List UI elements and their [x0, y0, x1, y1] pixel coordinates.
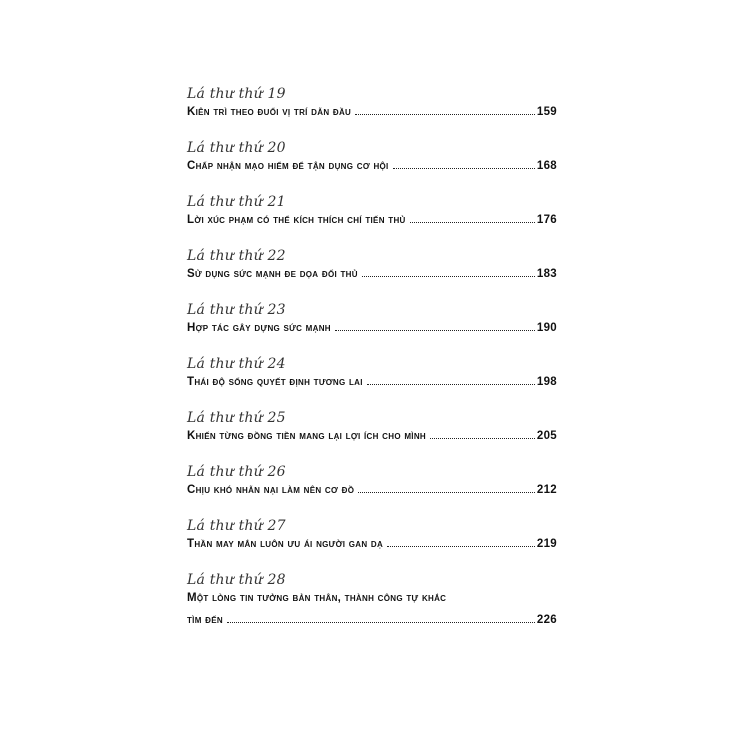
dot-leader [367, 384, 535, 385]
page-number: 226 [536, 614, 557, 626]
toc-line [187, 612, 557, 628]
dot-leader [387, 546, 535, 547]
chapter-title: Hợp tác gây dựng sức mạnh [187, 322, 331, 334]
letter-label: Lá thư thứ 21 [187, 194, 286, 210]
letter-label: Lá thư thứ 22 [187, 248, 286, 264]
chapter-title: Thái độ sống quyết định tương lai [187, 376, 363, 388]
table-of-contents [187, 84, 557, 646]
chapter-title: Sử dụng sức mạnh đe dọa đối thủ [187, 268, 358, 280]
page-number: 183 [536, 268, 557, 280]
chapter-title: Chấp nhận mạo hiểm để tận dụng cơ hội [187, 160, 389, 172]
chapter-title: Kiên trì theo đuổi vị trí dẫn đầu [187, 106, 352, 118]
toc-line [187, 536, 557, 552]
dot-leader [227, 622, 535, 623]
toc-entry-28 [187, 570, 557, 628]
page-number: 168 [536, 160, 557, 172]
toc-entry-27 [187, 516, 557, 552]
page-number: 219 [536, 538, 557, 550]
dot-leader [393, 168, 535, 169]
dot-leader [358, 492, 535, 493]
chapter-title-second-line: tìm đến [187, 614, 223, 626]
page-number: 198 [536, 376, 557, 388]
chapter-title: Chịu khó nhẫn nại làm nên cơ đồ [187, 484, 355, 496]
dot-leader [362, 276, 535, 277]
toc-entry-23 [187, 300, 557, 336]
toc-entry-20 [187, 138, 557, 174]
dot-leader [430, 438, 535, 439]
letter-label: Lá thư thứ 24 [187, 356, 286, 372]
toc-entry-25 [187, 408, 557, 444]
toc-entry-24 [187, 354, 557, 390]
dot-leader [355, 114, 535, 115]
toc-line [187, 158, 557, 174]
toc-line [187, 482, 557, 498]
toc-line [187, 104, 557, 120]
toc-line [187, 266, 557, 282]
dot-leader [410, 222, 535, 223]
toc-entry-26 [187, 462, 557, 498]
letter-label: Lá thư thứ 25 [187, 410, 286, 426]
toc-line [187, 428, 557, 444]
toc-line [187, 374, 557, 390]
page-number: 212 [536, 484, 557, 496]
dot-leader [335, 330, 535, 331]
chapter-title: Thần may mắn luôn ưu ái người gan dạ [187, 538, 384, 550]
letter-label: Lá thư thứ 23 [187, 302, 286, 318]
letter-label: Lá thư thứ 19 [187, 86, 286, 102]
chapter-title-first-line: Một lòng tin tưởng bản thân, thành công tự khắc [187, 592, 447, 604]
letter-label: Lá thư thứ 20 [187, 140, 286, 156]
letter-label: Lá thư thứ 27 [187, 518, 286, 534]
toc-entry-21 [187, 192, 557, 228]
toc-entry-19 [187, 84, 557, 120]
chapter-title: Khiến từng đồng tiền mang lại lợi ích cho mình [187, 430, 426, 442]
page-number: 159 [536, 106, 557, 118]
letter-label: Lá thư thứ 28 [187, 572, 286, 588]
page-number: 205 [536, 430, 557, 442]
toc-line [187, 212, 557, 228]
page-number: 176 [536, 214, 557, 226]
letter-label: Lá thư thứ 26 [187, 464, 286, 480]
toc-entry-22 [187, 246, 557, 282]
chapter-title: Lời xúc phạm có thể kích thích chí tiến thủ [187, 214, 406, 226]
toc-line [187, 320, 557, 336]
page-number: 190 [536, 322, 557, 334]
